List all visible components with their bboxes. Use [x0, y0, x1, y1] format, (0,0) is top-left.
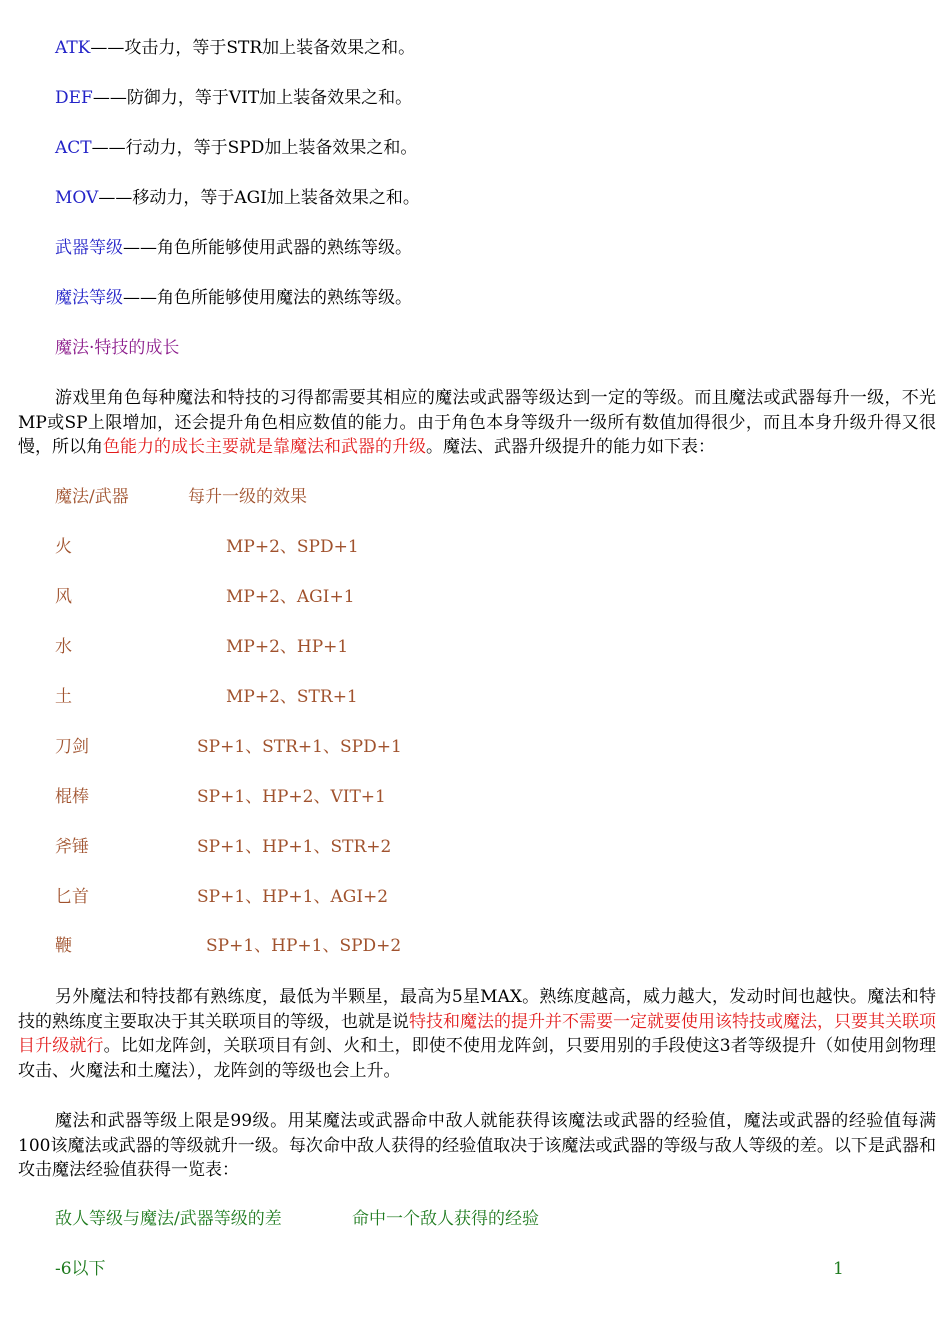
term-desc: ——角色所能够使用武器的熟练等级。 [123, 238, 412, 258]
growth-name: 风 [55, 587, 72, 607]
growth-effect: SP+1、STR+1、SPD+1 [197, 737, 402, 757]
growth-name: 水 [55, 637, 72, 657]
term-label: 魔法等级 [55, 288, 123, 308]
definition-mov [55, 187, 420, 209]
section-title: 魔法·特技的成长 [55, 338, 180, 358]
exp-table-header [55, 1208, 539, 1230]
exp-diff: -6以下 [55, 1259, 106, 1279]
growth-name: 鞭 [55, 936, 72, 956]
growth-name: 刀剑 [55, 737, 89, 757]
growth-row [55, 686, 358, 708]
term-desc: ——防御力，等于VIT加上装备效果之和。 [92, 88, 413, 108]
growth-header-col1: 魔法/武器 [55, 487, 129, 507]
paragraph-text: 。比如龙阵剑，关联项目有剑、火和土，即使不使用龙阵剑，只要用别的手段使这3者等级提升（如使用剑物理攻击、火魔法和土魔法），龙阵剑的等级也会上升。 [18, 1036, 936, 1081]
definition-weapon-level [55, 237, 412, 259]
term-label: DEF [55, 88, 93, 108]
growth-effect: SP+1、HP+1、SPD+2 [206, 936, 402, 956]
definition-act [55, 137, 417, 159]
paragraph-text: 另外魔法和特技都有熟练度，最低为半颗星，最高为5星MAX。熟练度越高，威力越大，发动时间也越快。魔法和特技的熟练度主要取决于其关联项目的等级，也就是说 [18, 987, 936, 1032]
term-label: MOV [55, 188, 99, 208]
term-label: ACT [55, 138, 92, 158]
exp-header-col1: 敌人等级与魔法/武器等级的差 [55, 1209, 282, 1229]
growth-effect: SP+1、HP+2、VIT+1 [197, 787, 386, 807]
term-desc: ——攻击力，等于STR加上装备效果之和。 [90, 38, 416, 58]
term-desc: ——角色所能够使用魔法的熟练等级。 [123, 288, 412, 308]
growth-effect: MP+2、SPD+1 [226, 537, 359, 557]
growth-name: 斧锤 [55, 837, 89, 857]
term-label: 武器等级 [55, 238, 123, 258]
growth-row [55, 886, 389, 908]
growth-name: 火 [55, 537, 72, 557]
term-desc: ——行动力，等于SPD加上装备效果之和。 [91, 138, 418, 158]
growth-table-header [55, 486, 307, 508]
growth-name: 棍棒 [55, 787, 89, 807]
paragraph-text: 游戏里角色每种魔法和特技的习得都需要其相应的魔法或武器等级达到一定的等级。而且魔法或武器每升一级，不光MP或SP上限增加，还会提升角色相应数值的能力。由于角色本身等级升一级所有数值加得很少，而且本身升级升得又很慢，所以角 [18, 388, 936, 457]
growth-row [55, 935, 402, 957]
growth-row [55, 836, 392, 858]
growth-name: 匕首 [55, 887, 89, 907]
paragraph-proficiency [18, 985, 936, 1083]
growth-name: 土 [55, 687, 72, 707]
growth-effect: MP+2、AGI+1 [226, 587, 355, 607]
exp-header-col2: 命中一个敌人获得的经验 [352, 1209, 539, 1229]
paragraph-highlight: 色能力的成长主要就是靠魔法和武器的升级 [103, 437, 426, 457]
growth-effect: SP+1、HP+1、AGI+2 [197, 887, 389, 907]
paragraph-experience [18, 1109, 936, 1183]
definition-magic-level [55, 287, 412, 309]
term-desc: ——移动力，等于AGI加上装备效果之和。 [98, 188, 420, 208]
growth-effect: MP+2、STR+1 [226, 687, 358, 707]
paragraph-text: 魔法和武器等级上限是99级。用某魔法或武器命中敌人就能获得该魔法或武器的经验值，魔法或武器的经验值每满100该魔法或武器的等级就升一级。每次命中敌人获得的经验值取决于该魔法或武器的等级与敌人等级的差。以下是武器和攻击魔法经验值获得一览表： [18, 1111, 936, 1180]
growth-row [55, 636, 349, 658]
growth-row [55, 736, 402, 758]
growth-effect: SP+1、HP+1、STR+2 [197, 837, 392, 857]
definition-def [55, 87, 412, 109]
paragraph-highlight: 特技和魔法的提升并不需要一定就要使用该特技或魔法，只要其关联项目升级就行 [18, 1011, 936, 1056]
growth-row [55, 536, 359, 558]
definition-atk [55, 37, 415, 59]
growth-effect: MP+2、HP+1 [226, 637, 349, 657]
paragraph-growth-intro [18, 386, 936, 460]
growth-row [55, 786, 386, 808]
exp-row [55, 1258, 844, 1280]
paragraph-text: 。魔法、武器升级提升的能力如下表： [426, 437, 715, 457]
growth-row [55, 586, 355, 608]
exp-value: 1 [833, 1259, 844, 1279]
growth-header-col2: 每升一级的效果 [188, 487, 307, 507]
term-label: ATK [55, 38, 91, 58]
